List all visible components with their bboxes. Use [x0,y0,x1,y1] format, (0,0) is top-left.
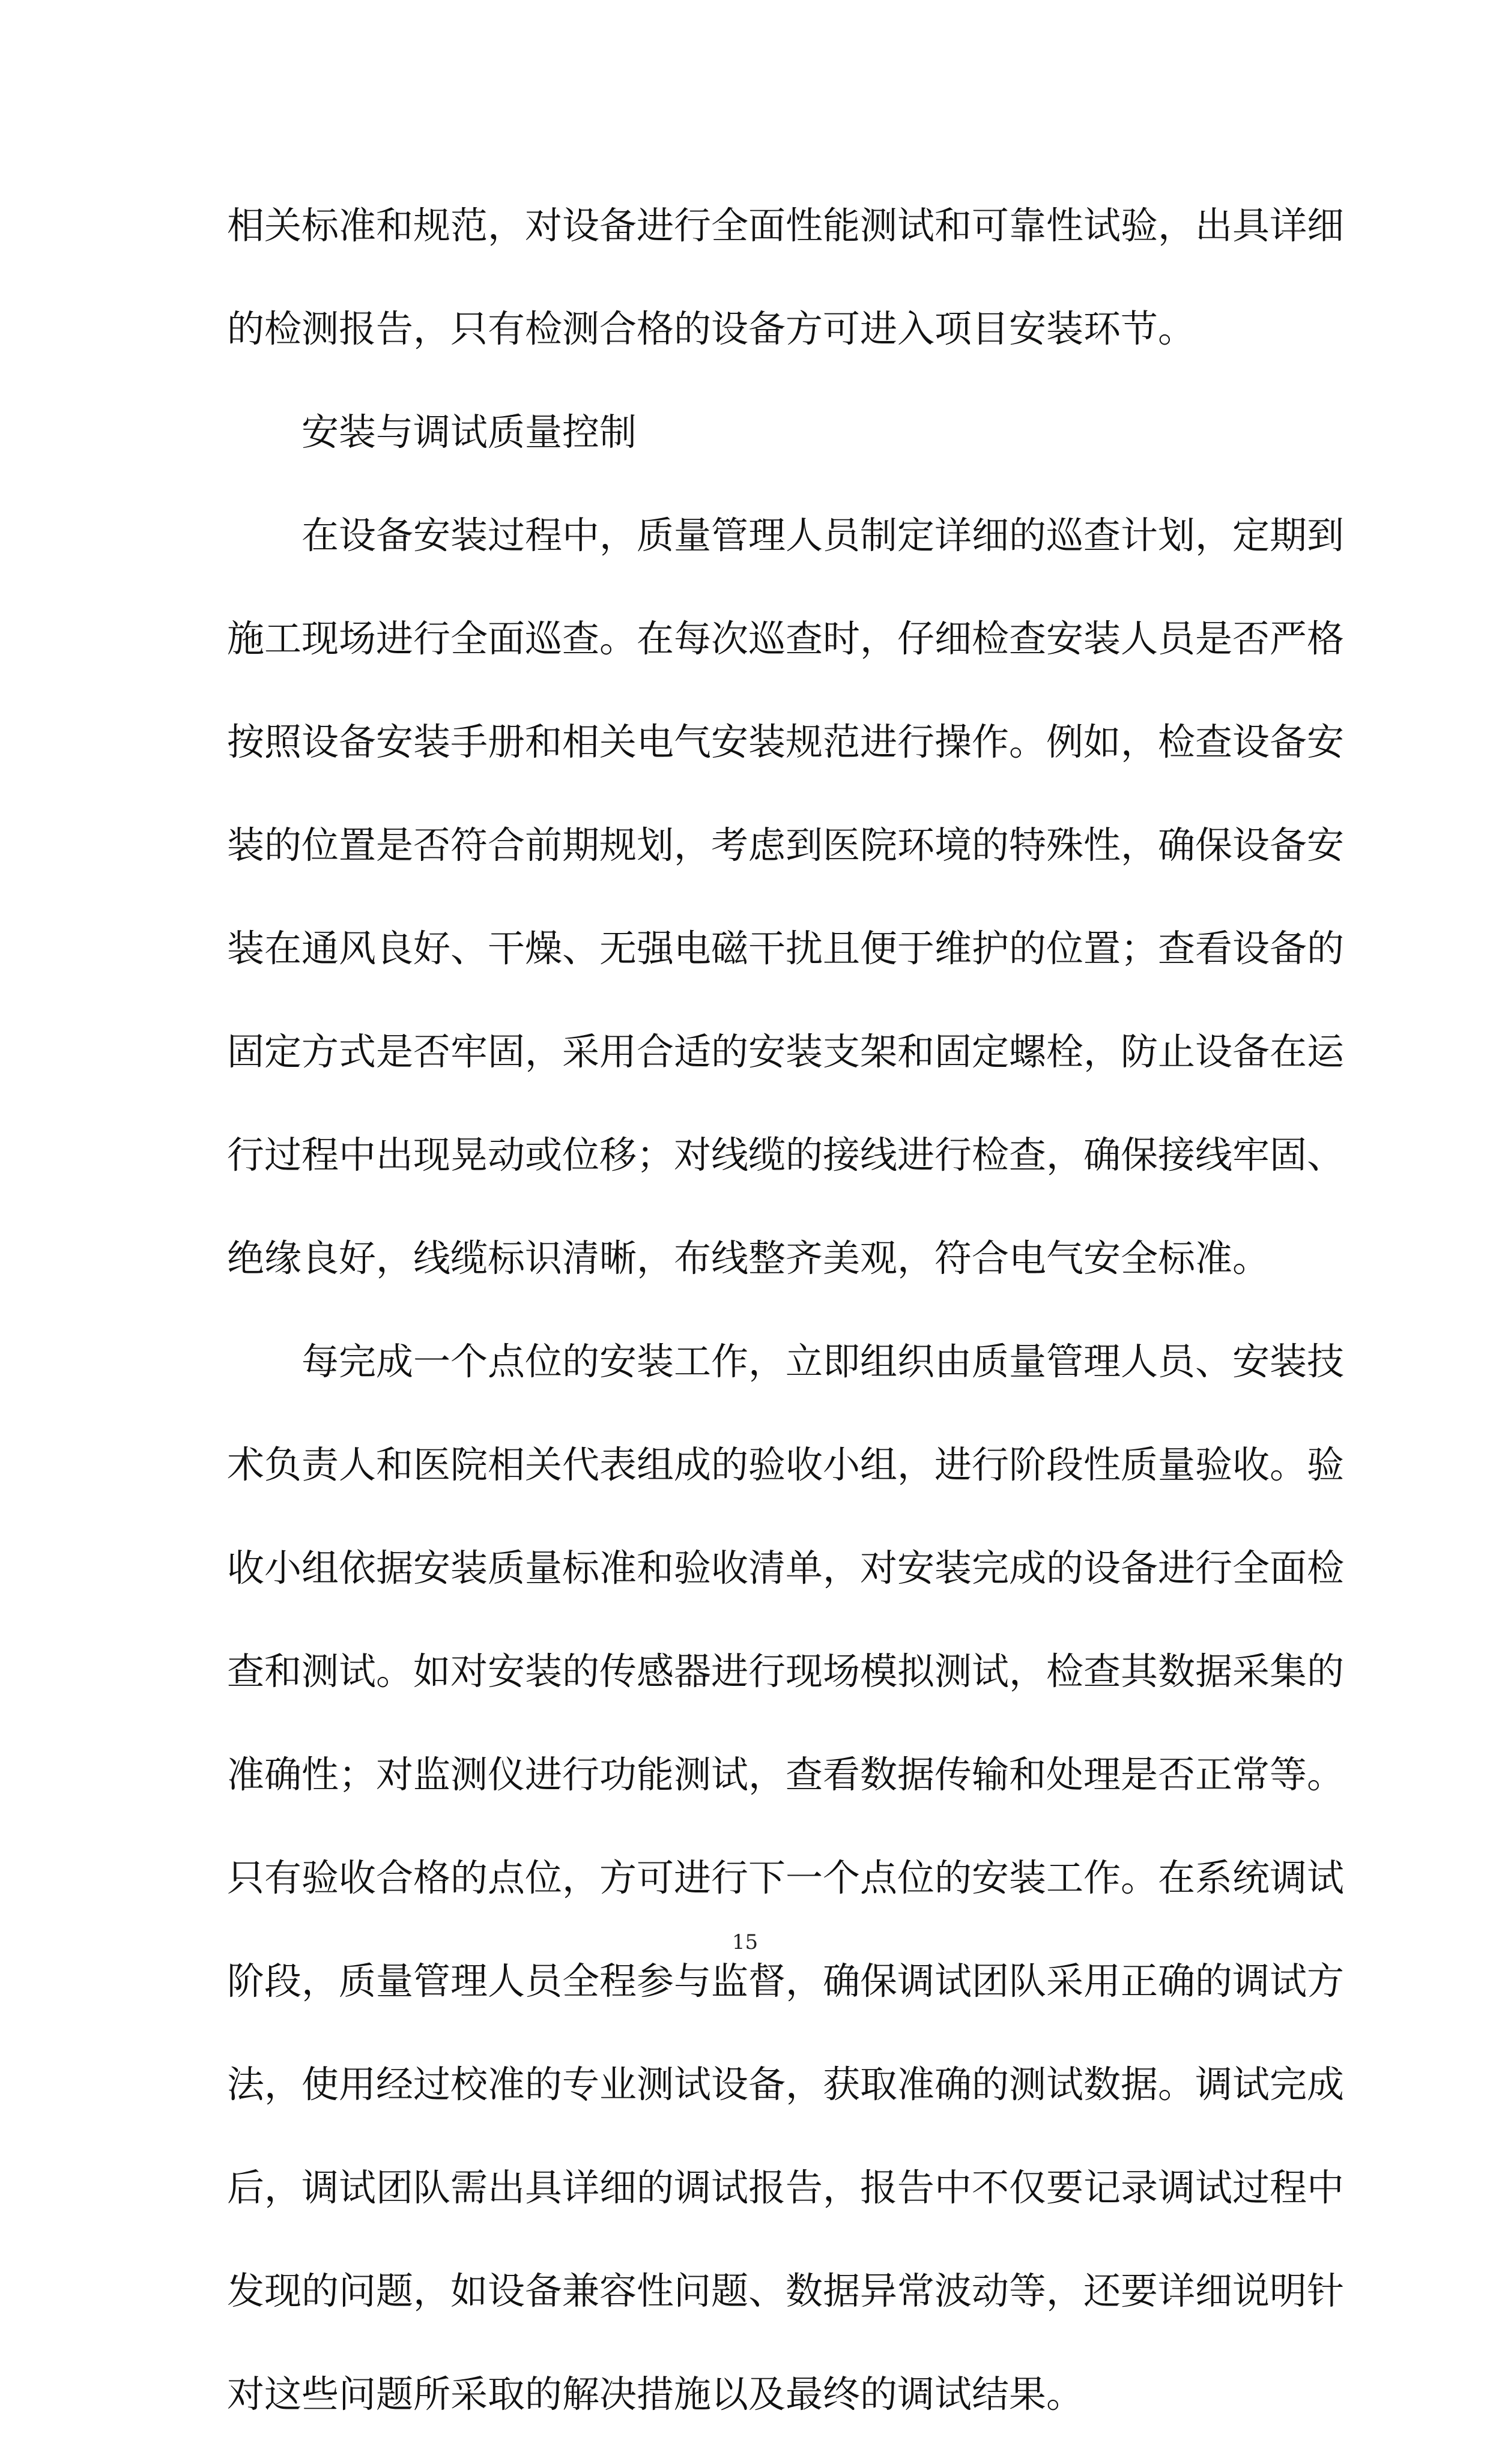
paragraph-3-line-3: 收小组依据安装质量标准和验收清单，对安装完成的设备进行全面检 [227,1546,1345,1590]
paragraph-3-line-5: 准确性；对监测仪进行功能测试，查看数据传输和处理是否正常等。 [227,1753,1345,1796]
paragraph-3-line-7: 阶段，质量管理人员全程参与监督，确保调试团队采用正确的调试方 [227,1959,1345,2003]
paragraph-3-line-6: 只有验收合格的点位，方可进行下一个点位的安装工作。在系统调试 [227,1856,1345,1900]
paragraph-1-line-2: 的检测报告，只有检测合格的设备方可进入项目安装环节。 [227,307,1196,351]
paragraph-3-line-8: 法，使用经过校准的专业测试设备，获取准确的测试数据。调试完成 [227,2062,1345,2106]
paragraph-1-line-1: 相关标准和规范，对设备进行全面性能测试和可靠性试验，出具详细 [227,204,1345,247]
paragraph-3-line-10: 发现的问题，如设备兼容性问题、数据异常波动等，还要详细说明针 [227,2269,1345,2313]
paragraph-2-line-4: 装的位置是否符合前期规划，考虑到医院环境的特殊性，确保设备安 [227,823,1345,867]
document-body [227,192,1345,2464]
paragraph-2-line-8: 绝缘良好，线缆标识清晰，布线整齐美观，符合电气安全标准。 [227,1236,1270,1280]
paragraph-3-line-4: 查和测试。如对安装的传感器进行现场模拟测试，检查其数据采集的 [227,1649,1345,1693]
paragraph-2-line-5: 装在通风良好、干燥、无强电磁干扰且便于维护的位置；查看设备的 [227,926,1345,970]
paragraph-3-line-9: 后，调试团队需出具详细的调试报告，报告中不仅要记录调试过程中 [227,2166,1345,2209]
paragraph-3-line-11: 对这些问题所采取的解决措施以及最终的调试结果。 [227,2372,1084,2416]
paragraph-2-line-7: 行过程中出现晃动或位移；对线缆的接线进行检查，确保接线牢固、 [227,1133,1345,1177]
paragraph-3-line-2: 术负责人和医院相关代表组成的验收小组，进行阶段性质量验收。验 [227,1443,1345,1487]
paragraph-3-line-1: 每完成一个点位的安装工作，立即组织由质量管理人员、安装技 [301,1339,1345,1383]
paragraph-2-line-6: 固定方式是否牢固，采用合适的安装支架和固定螺栓，防止设备在运 [227,1030,1345,1073]
paragraph-2-line-2: 施工现场进行全面巡查。在每次巡查时，仔细检查安装人员是否严格 [227,617,1345,660]
section-heading: 安装与调试质量控制 [301,410,637,454]
page-number: 15 [731,1930,759,1954]
paragraph-2-line-3: 按照设备安装手册和相关电气安装规范进行操作。例如，检查设备安 [227,720,1345,764]
paragraph-2-line-1: 在设备安装过程中，质量管理人员制定详细的巡查计划，定期到 [301,513,1345,557]
